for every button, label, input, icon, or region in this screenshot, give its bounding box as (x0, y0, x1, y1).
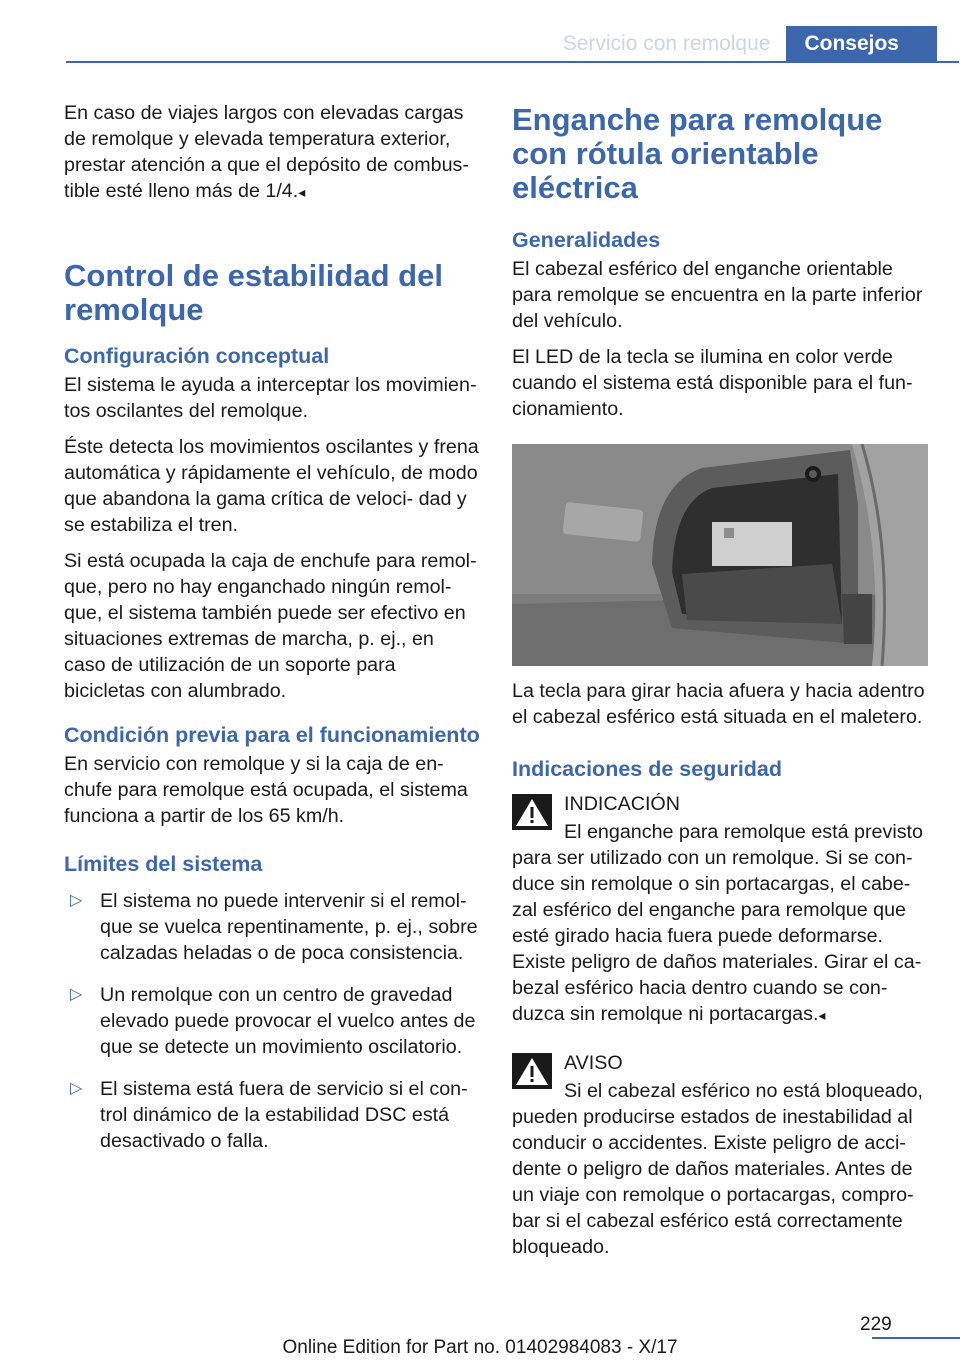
photo-caption: La tecla para girar hacia afuera y hacia adentro el cabezal esférico está situada en el maletero. (512, 680, 925, 728)
end-mark: ◂ (298, 184, 306, 200)
list-item: ▷ Un remolque con un centro de gravedad elevado puede provocar el vuelco antes de que se detecte un movimiento oscilatorio. (70, 984, 476, 1058)
active-tab[interactable]: Consejos (786, 26, 937, 62)
warning-text: pueden producirse estados de inestabilidad al conducir o accidentes. Existe peligro de acci‐ dente o peligro de daños materiales. Antes de un viaje con remolque o portacargas, compro‐ bar si el cabezal esférico está correctamente bloqueado. (512, 1106, 914, 1258)
general-paragraph-1: El cabezal esférico del enganche orientable para remolque se encuentra en la parte inferior del vehículo. (512, 258, 923, 332)
limits-heading: Límites del sistema (64, 852, 263, 876)
end-mark: ◂ (818, 1007, 826, 1023)
concept-paragraph-3: Si está ocupada la caja de enchufe para remol‐ que, pero no hay enganchado ningún remol‐ que, el sistema también puede ser efectivo en situaciones extremas de marcha, p. ej., en caso de utilización de un soporte para bicicletas con alumbrado. (64, 550, 477, 702)
general-paragraph-2: El LED de la tecla se ilumina en color verde cuando el sistema está disponible para el fun‐ cionamiento. (512, 346, 913, 420)
section-tab[interactable]: Servicio con remolque (562, 32, 771, 55)
notice-text: para ser utilizado con un remolque. Si se con‐ duce sin remolque o sin portacargas, el cabe‐ zal esférico del enganche para remolque que esté girado hacia fuera puede deformarse. Existe peligro de daños materiales. Girar el ca‐ bezal esférico hacia dentro cuando se con‐ duzca sin remolque ni portacargas.◂ (512, 847, 922, 1025)
warning-block (512, 1050, 928, 1260)
list-item: ▷ El sistema está fuera de servicio si el con‐ trol dinámico de la estabilidad DSC está desactivado o falla. (70, 1078, 468, 1152)
warning-triangle-icon (512, 1053, 552, 1089)
warning-text-first-line: Si el cabezal esférico no está bloqueado, (564, 1080, 923, 1102)
general-heading: Generalidades (512, 228, 661, 252)
right-column (512, 100, 928, 1278)
header-rule (66, 61, 959, 63)
notice-title: INDICACIÓN (564, 793, 680, 815)
notice-text-first-line: El enganche para remolque está previsto (564, 821, 923, 843)
header-tabs (563, 26, 937, 62)
trunk-button-photo (512, 444, 928, 666)
list-item: ▷ El sistema no puede intervenir si el remol‐ que se vuelca repentinamente, p. ej., sobre calzadas heladas o de poca consistencia. (70, 890, 478, 964)
notice-block (512, 791, 928, 1028)
bullet-triangle-icon: ▷ (70, 986, 83, 1003)
stability-title: Control de estabilidad del remolque (64, 258, 443, 327)
footer-edition: Online Edition for Part no. 01402984083 - X/17 (282, 1337, 678, 1358)
left-column (64, 100, 480, 1170)
concept-heading: Configuración conceptual (64, 344, 330, 368)
safety-heading: Indicaciones de seguridad (512, 757, 783, 781)
concept-paragraph-1: El sistema le ayuda a interceptar los movimien‐ tos oscilantes del remolque. (64, 374, 477, 422)
page-number: 229 (860, 1314, 892, 1335)
precondition-heading: Condición previa para el funcionamiento (64, 723, 480, 747)
hitch-title: Enganche para remolque con rótula orientable eléctrica (512, 102, 883, 205)
bullet-triangle-icon: ▷ (70, 1080, 83, 1097)
warning-title: AVISO (564, 1052, 623, 1074)
warning-triangle-icon (512, 794, 552, 830)
bullet-triangle-icon: ▷ (70, 892, 83, 909)
intro-paragraph: En caso de viajes largos con elevadas cargas de remolque y elevada temperatura exterior, prestar atención a que el depósito de combus‐ tible esté lleno más de 1/4.◂ (64, 102, 469, 202)
precondition-paragraph: En servicio con remolque y si la caja de en‐ chufe para remolque está ocupada, el sistema funciona a partir de los 65 km/h. (64, 753, 468, 827)
concept-paragraph-2: Éste detecta los movimientos oscilantes y frena automática y rápidamente el vehículo, de modo que abandona la gama crítica de veloci‐ dad y se estabiliza el tren. (64, 436, 479, 536)
limits-list (64, 888, 480, 1154)
